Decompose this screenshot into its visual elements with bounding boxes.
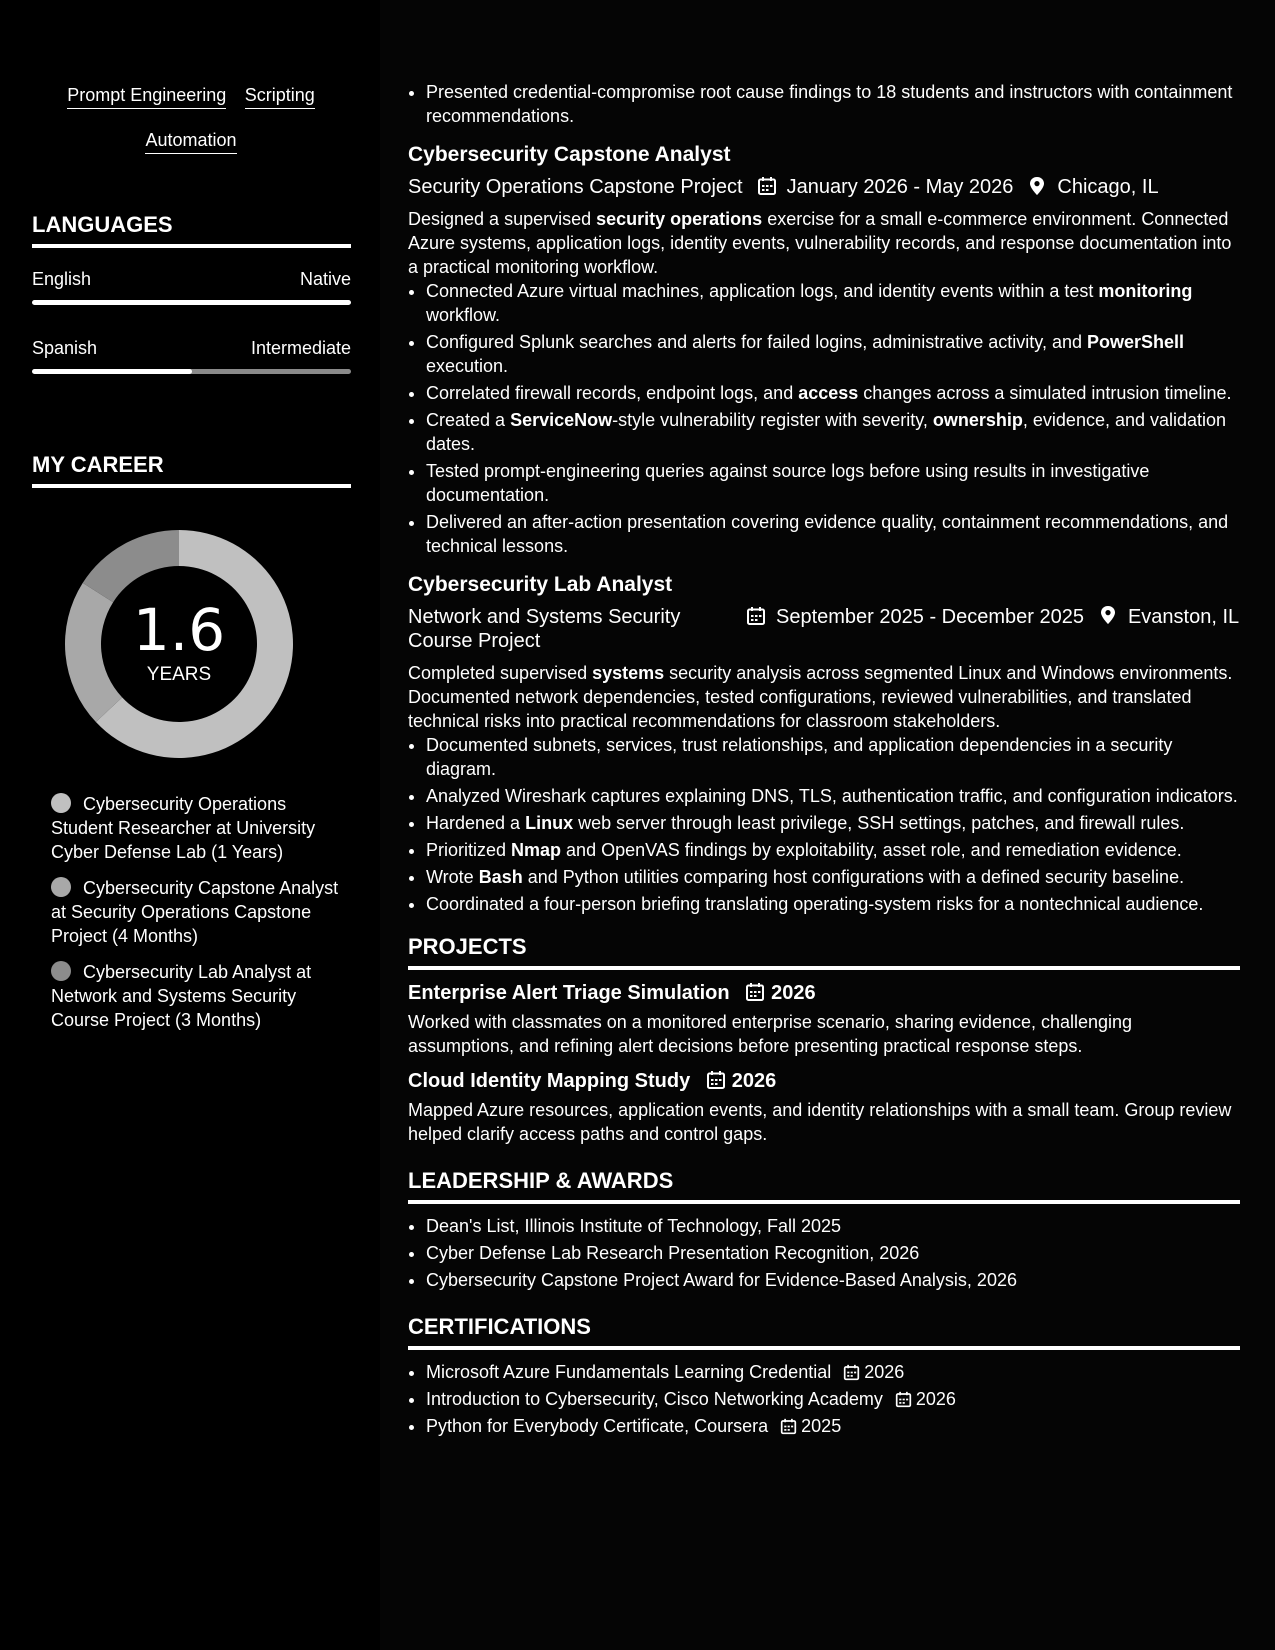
job-bullets — [408, 733, 1240, 916]
skill-tag: Automation — [145, 129, 236, 154]
project-title-row — [408, 980, 1240, 1006]
awards-heading: LEADERSHIP & AWARDS — [408, 1168, 1240, 1204]
certification-year: 2026 — [915, 1389, 956, 1409]
location-pin-icon — [1098, 605, 1118, 625]
certifications-heading: CERTIFICATIONS — [408, 1314, 1240, 1350]
languages-heading: LANGUAGES — [32, 212, 351, 248]
certifications-list — [408, 1360, 1240, 1438]
project-title-row — [408, 1068, 1240, 1094]
language-proficiency-bar — [32, 300, 351, 305]
certification-date — [780, 1416, 841, 1436]
legend-dot-icon — [51, 961, 71, 981]
calendar-icon — [745, 982, 765, 1002]
job-meta — [408, 605, 1240, 653]
job-entry — [408, 572, 1240, 916]
certification-name: Introduction to Cybersecurity, Cisco Networking Academy — [426, 1389, 883, 1409]
calendar-icon — [895, 1391, 912, 1408]
job-bullet: • Correlated firewall records, endpoint logs, and access changes across a simulated intrusion timeline. — [426, 381, 1240, 405]
certification-date — [843, 1362, 904, 1382]
certification-name: Python for Everybody Certificate, Coursera — [426, 1416, 769, 1436]
calendar-icon — [757, 176, 777, 196]
career-legend — [51, 792, 341, 1044]
project-title: Enterprise Alert Triage Simulation — [408, 982, 730, 1004]
career-legend-label: Cybersecurity Capstone Analyst at Security Operations Capstone Project (4 Months) — [51, 878, 339, 946]
job-organization: Network and Systems Security Course Project — [408, 606, 681, 652]
job-dates-text: January 2026 - May 2026 — [786, 176, 1014, 198]
sidebar — [0, 0, 380, 1650]
job-title: Cybersecurity Lab Analyst — [408, 573, 673, 596]
certification-item — [426, 1414, 1240, 1438]
language-item — [32, 337, 351, 374]
job-bullet: • Created a ServiceNow-style vulnerability register with severity, ownership, evidence, and validation dates. — [426, 408, 1240, 456]
project-year-text: 2026 — [731, 1070, 777, 1092]
career-total-value: 1.6 — [132, 596, 226, 664]
language-item — [32, 268, 351, 305]
calendar-icon — [706, 1070, 726, 1090]
project-year — [745, 982, 816, 1004]
job-description: Completed supervised systems security analysis across segmented Linux and Windows environments. Documented network dependencies, tested configurations, reviewed vulnerabilities, and translated technical risks into practical recommendations for classroom stakeholders. — [408, 663, 1233, 731]
job-bullet: • Prioritized Nmap and OpenVAS findings by exploitability, asset role, and remediation evidence. — [426, 838, 1240, 862]
award-item: • Dean's List, Illinois Institute of Technology, Fall 2025 — [426, 1214, 1240, 1238]
project-year — [706, 1070, 777, 1092]
calendar-icon — [843, 1364, 860, 1381]
location-pin-icon — [1027, 176, 1047, 196]
main-content — [408, 80, 1240, 1441]
award-item: • Cybersecurity Capstone Project Award for Evidence-Based Analysis, 2026 — [426, 1268, 1240, 1292]
project-entry — [408, 1068, 1240, 1146]
calendar-icon — [746, 606, 766, 626]
project-year-text: 2026 — [771, 982, 816, 1004]
previous-job-bullets — [408, 80, 1240, 128]
job-organization: Security Operations Capstone Project — [408, 176, 743, 198]
job-meta — [408, 175, 1240, 199]
job-bullet: • Wrote Bash and Python utilities comparing host configurations with a defined security baseline. — [426, 865, 1240, 889]
job-bullet: • Coordinated a four-person briefing translating operating-system risks for a nontechnical audience. — [426, 892, 1240, 916]
project-description: Worked with classmates on a monitored enterprise scenario, sharing evidence, challenging assumptions, and refining alert decisions before presenting practical response steps. — [408, 1012, 1133, 1056]
job-dates — [746, 605, 1084, 629]
certification-item — [426, 1360, 1240, 1384]
job-bullet: • Analyzed Wireshark captures explaining DNS, TLS, authentication traffic, and configuration indicators. — [426, 784, 1240, 808]
donut-segment — [83, 530, 179, 602]
certification-year: 2026 — [864, 1362, 905, 1382]
language-level: Native — [299, 269, 351, 289]
job-bullet: • Hardened a Linux web server through least privilege, SSH settings, patches, and firewall rules. — [426, 811, 1240, 835]
certification-year: 2025 — [801, 1416, 842, 1436]
career-legend-item — [51, 792, 341, 864]
job-bullets — [408, 279, 1240, 558]
skills-tags — [32, 84, 350, 174]
certification-name: Microsoft Azure Fundamentals Learning Credential — [426, 1362, 832, 1382]
language-level: Intermediate — [250, 338, 351, 358]
job-location-text: Chicago, IL — [1057, 176, 1159, 198]
certification-date — [895, 1389, 956, 1409]
job-bullet: • Documented subnets, services, trust relationships, and application dependencies in a security diagram. — [426, 733, 1240, 781]
job-description: Designed a supervised security operations exercise for a small e-commerce environment. Connected Azure systems, application logs, identity events, vulnerability records, and response documentation into a practical monitoring workflow. — [408, 209, 1232, 277]
job-title: Cybersecurity Capstone Analyst — [408, 143, 731, 166]
job-dates-text: September 2025 - December 2025 — [776, 606, 1084, 628]
job-bullet: • Configured Splunk searches and alerts for failed logins, administrative activity, and PowerShell execution. — [426, 330, 1240, 378]
job-entry — [408, 142, 1240, 558]
project-entry — [408, 980, 1240, 1058]
legend-dot-icon — [51, 793, 71, 813]
projects-heading: PROJECTS — [408, 934, 1240, 970]
project-title: Cloud Identity Mapping Study — [408, 1070, 691, 1092]
language-name: Spanish — [32, 338, 98, 358]
job-location — [1098, 605, 1239, 629]
awards-list — [408, 1214, 1240, 1292]
career-heading: MY CAREER — [32, 452, 351, 488]
calendar-icon — [780, 1418, 797, 1435]
job-bullet: • Presented credential-compromise root cause findings to 18 students and instructors with containment recommendations. — [426, 80, 1240, 128]
award-item: • Cyber Defense Lab Research Presentation Recognition, 2026 — [426, 1241, 1240, 1265]
project-description: Mapped Azure resources, application events, and identity relationships with a small team. Group review helped clarify access paths and control gaps. — [408, 1100, 1232, 1144]
legend-dot-icon — [51, 877, 71, 897]
career-total-unit: YEARS — [146, 664, 212, 685]
job-bullet: • Delivered an after-action presentation covering evidence quality, containment recommendations, and technical lessons. — [426, 510, 1240, 558]
certification-item — [426, 1387, 1240, 1411]
skill-tag: Prompt Engineering — [67, 84, 226, 109]
career-legend-item — [51, 876, 341, 948]
job-bullet: • Tested prompt-engineering queries against source logs before using results in investigative documentation. — [426, 459, 1240, 507]
job-dates — [757, 175, 1014, 199]
language-proficiency-bar — [32, 369, 351, 374]
career-legend-label: Cybersecurity Operations Student Researcher at University Cyber Defense Lab (1 Years) — [51, 794, 316, 862]
skill-tag: Scripting — [245, 84, 315, 109]
language-name: English — [32, 269, 92, 289]
job-location-text: Evanston, IL — [1127, 606, 1240, 628]
career-legend-label: Cybersecurity Lab Analyst at Network and Systems Security Course Project (3 Months) — [51, 962, 312, 1030]
job-bullet: • Connected Azure virtual machines, application logs, and identity events within a test monitoring workflow. — [426, 279, 1240, 327]
language-proficiency-fill — [32, 300, 351, 305]
career-legend-item — [51, 960, 341, 1032]
language-proficiency-fill — [32, 369, 192, 374]
job-location — [1027, 175, 1158, 199]
